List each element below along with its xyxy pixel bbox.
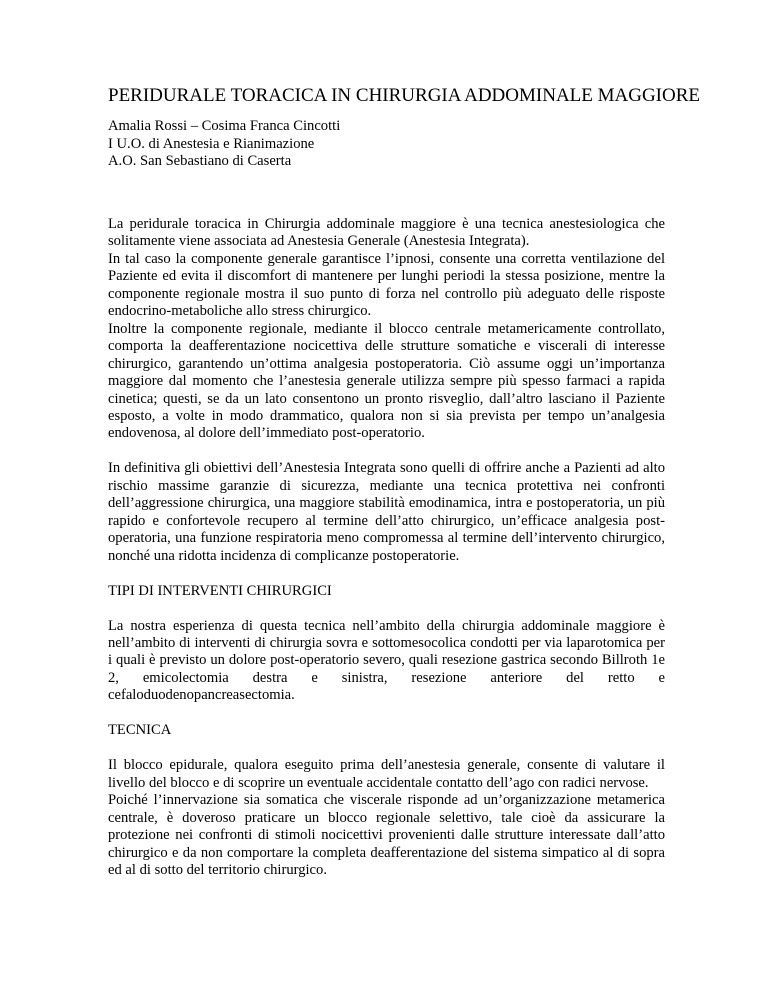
document-body — [108, 216, 665, 879]
author-names: Amalia Rossi – Cosima Franca Cincotti — [108, 118, 341, 134]
paragraph-epidural-block: Il blocco epidurale, qualora eseguito prima dell’anestesia generale, consente di valutare il livello del blocco e di scoprire un eventuale accidentale contatto dell’ago con radici nervose. — [108, 757, 665, 791]
document-title: PERIDURALE TORACICA IN CHIRURGIA ADDOMINALE MAGGIORE — [108, 85, 701, 106]
paragraph-objectives: In definitiva gli obiettivi dell’Anestesia Integrata sono quelli di offrire anche a Pazienti ad alto rischio massime garanzie di sicurezza, mediante una tecnica protettiva nei confronti dell’aggressione chirurgica, una maggiore stabilità emodinamica, intra e postoperatoria, un più rapido e confortevole recupero al termine dell’atto chirurgico, un’efficace analgesia post-operatoria, una funzione respiratoria meno compromessa al termine dell’intervento chirurgico, nonché una ridotta incidenza di complicanze postoperatorie. — [108, 460, 665, 564]
paragraph-intro: La peridurale toracica in Chirurgia addominale maggiore è una tecnica anestesiologica che solitamente viene associata ad Anestesia Generale (Anestesia Integrata). — [108, 216, 665, 250]
author-department: I U.O. di Anestesia e Rianimazione — [108, 135, 315, 152]
paragraph-innervation: Poiché l’innervazione sia somatica che viscerale risponde ad un’organizzazione metamerica centrale, è doveroso praticare un blocco regionale selettivo, tale cioè da assicurare la protezione nei confronti di stimoli nocicettivi provenienti dalle strutture interessate dall’atto chirurgico e da non comportare la completa deafferentazione del sistema simpatico al di sopra ed al di sotto del territorio chirurgico. — [108, 792, 665, 878]
paragraph-regional-component: Inoltre la componente regionale, mediante il blocco centrale metamericamente controllato, comporta la deafferentazione nocicettiva delle strutture somatiche e viscerali di interesse chirurgico, garantendo un’ottima analgesia postoperatoria. Ciò assume oggi un’importanza maggiore dal momento che l’anestesia generale utilizza sempre più spesso farmaci a rapida cinetica; questi, se da un lato consentono un pronto risveglio, dall’altro lasciano il Paziente esposto, a volte in modo drammatico, qualora non si sia prevista per tempo un’analgesia endovenosa, al dolore dell’immediato post-operatorio. — [108, 320, 665, 442]
paragraph-general-component: In tal caso la componente generale garantisce l’ipnosi, consente una corretta ventilazione del Paziente ed evita il discomfort di mantenere per lunghi periodi la stessa posizione, mentre la componente regionale mostra il suo punto di forza nel controllo più adeguato delle risposte endocrino-metaboliche allo stress chirurgico. — [108, 250, 665, 320]
section-heading-technique: TECNICA — [108, 722, 172, 739]
author-hospital: A.O. San Sebastiano di Caserta — [108, 153, 292, 169]
section-heading-interventions: TIPI DI INTERVENTI CHIRURGICI — [108, 582, 332, 599]
author-block — [108, 118, 668, 171]
paragraph-experience: La nostra esperienza di questa tecnica nell’ambito della chirurgia addominale maggiore è nell’ambito di interventi di chirurgia sovra e sottomesocolica condotti per via laparotomica per i quali è previsto un dolore post-operatorio severo, quali resezione gastrica secondo Billroth 1e 2, emicolectomia destra e sinistra, resezione anteriore del retto e cefaloduodenopancreasectomia. — [108, 617, 665, 704]
